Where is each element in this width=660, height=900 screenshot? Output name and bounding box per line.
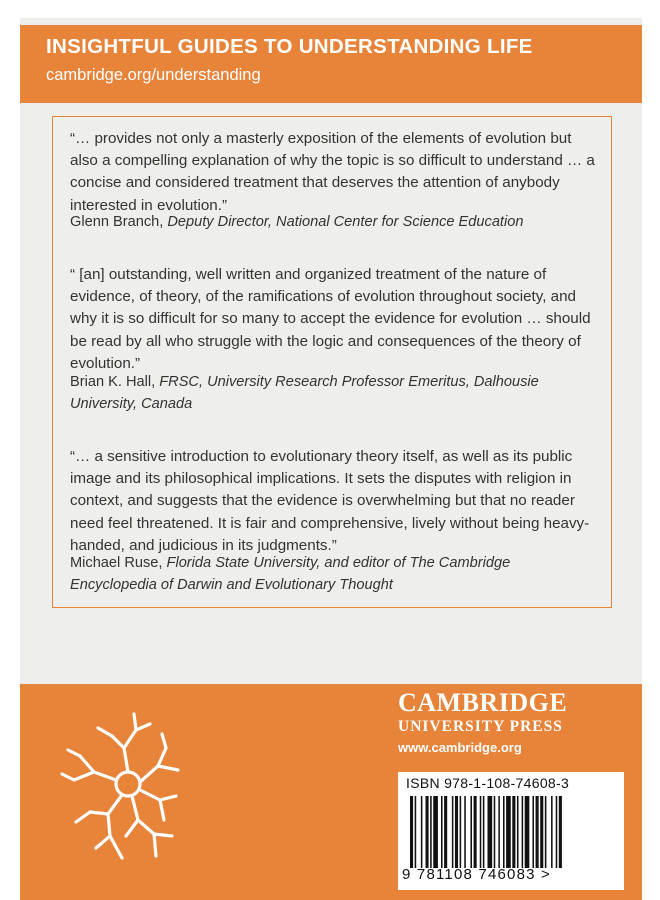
publisher-url[interactable]: www.cambridge.org: [398, 740, 522, 755]
series-title: INSIGHTFUL GUIDES TO UNDERSTANDING LIFE: [46, 35, 533, 58]
tree-of-life-logo-icon: [50, 696, 190, 876]
publisher-name: CAMBRIDGE: [398, 688, 568, 717]
barcode-icon: [410, 796, 615, 868]
endorser-name: Michael Ruse,: [70, 555, 163, 571]
endorser-affiliation: FRSC, University Research Professor Emeritus, Dalhousie University, Canada: [70, 374, 539, 412]
endorser-name: Brian K. Hall,: [70, 374, 156, 390]
isbn-label: ISBN 978-1-108-74608-3: [406, 775, 570, 791]
endorsement-attribution-2: [70, 371, 600, 415]
endorser-affiliation: Deputy Director, National Center for Science Education: [167, 214, 524, 230]
endorser-name: Glenn Branch,: [70, 214, 164, 230]
barcode-digits: 9 781108 746083 >: [402, 866, 551, 883]
endorsement-attribution-1: [70, 211, 600, 233]
publisher-block: [398, 688, 618, 760]
publisher-subname: UNIVERSITY PRESS: [398, 718, 563, 735]
series-url[interactable]: cambridge.org/understanding: [46, 66, 261, 84]
endorsement-attribution-3: [70, 552, 600, 596]
endorser-affiliation: Florida State University, and editor of The Cambridge Encyclopedia of Darwin and Evolutionary Thought: [70, 555, 511, 593]
endorsement-quote-3: “… a sensitive introduction to evolutionary theory itself, as well as its public image and its philosophical implications. It sets the disputes with religion in context, and suggests that the evidence is overwhelming but that no reader need feel threatened. It is fair and comprehensive, lively without being heavy-handed, and judicious in its judgments.”: [70, 448, 590, 554]
endorsement-quote-1: “… provides not only a masterly exposition of the elements of evolution but also a compelling explanation of why the topic is so difficult to understand … a concise and considered treatment that deserves the attention of anybody interested in evolution.”: [70, 130, 595, 214]
endorsement-quote-2: “ [an] outstanding, well written and organized treatment of the nature of evidence, of theory, of the ramifications of evolution throughout society, and why it is so difficult for so many to accept the evidence for evolution … should be read by all who struggle with the logic and consequences of the theory of evolution.”: [70, 266, 591, 372]
